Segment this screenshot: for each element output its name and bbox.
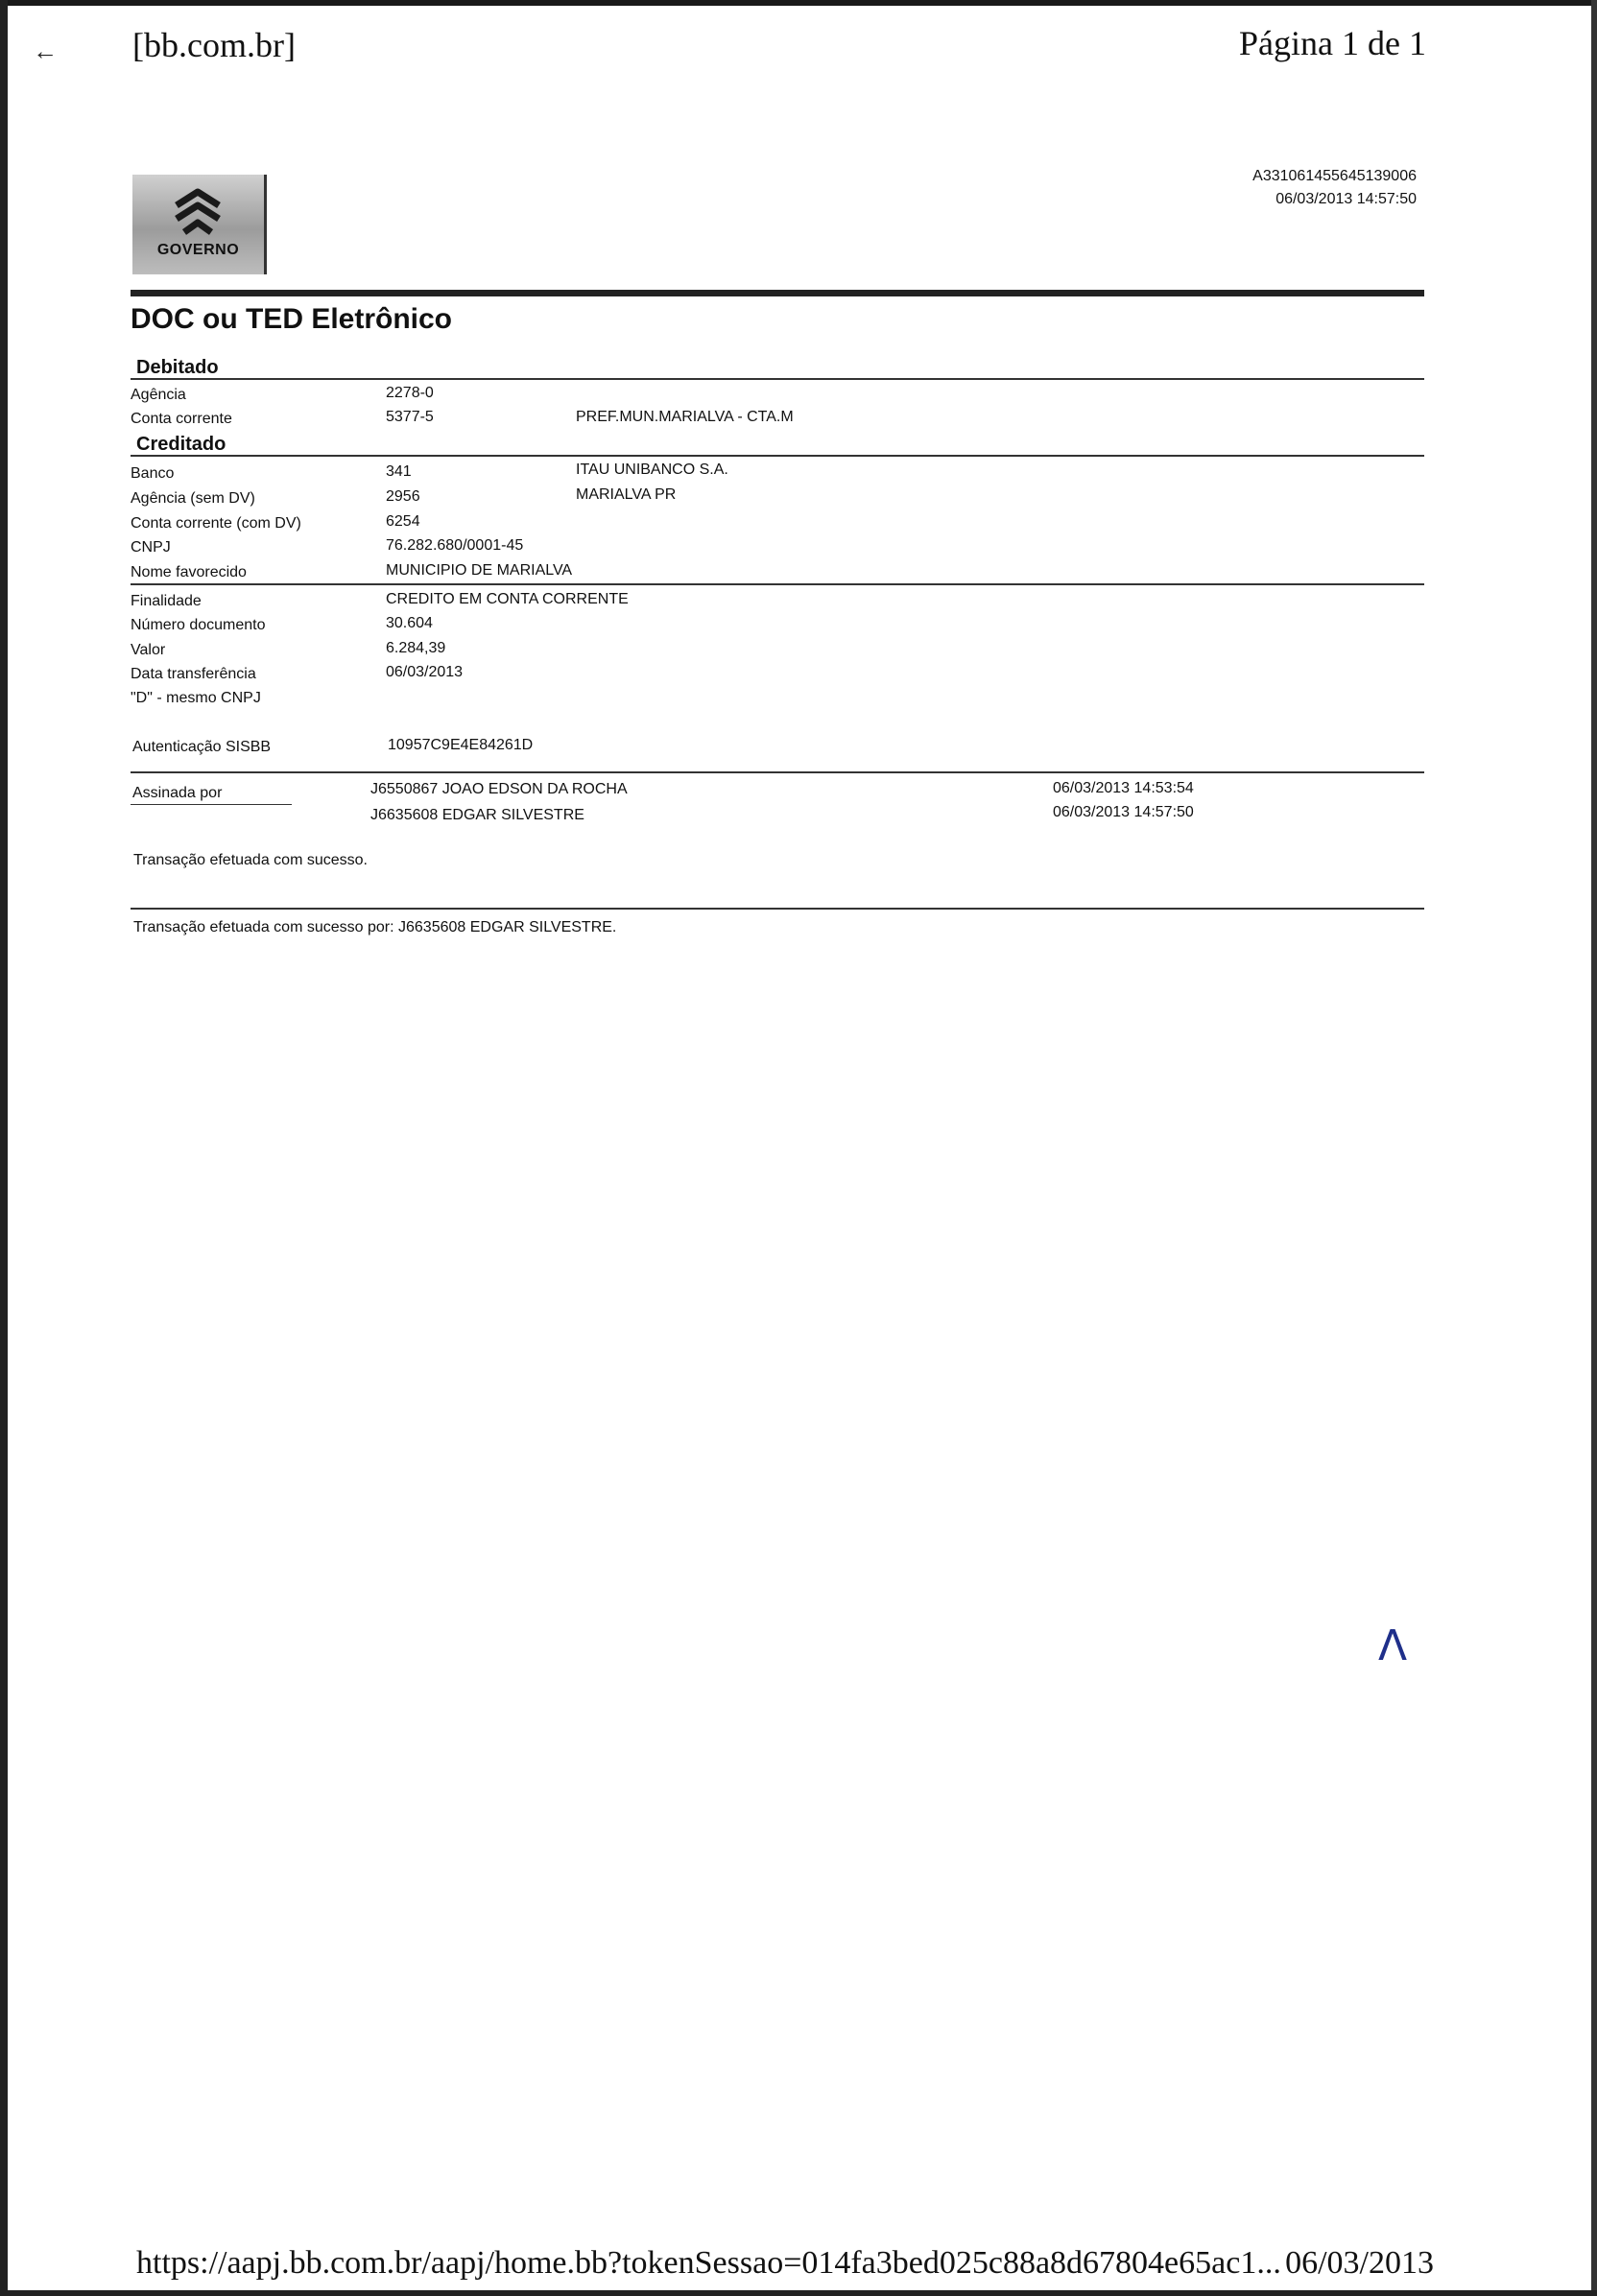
row-label: Conta corrente (com DV) [131,515,301,532]
auth-label: Autenticação SISBB [132,739,272,755]
scan-border-left [0,0,8,2296]
auth-value: 10957C9E4E84261D [388,737,534,753]
footer-url: https://aapj.bb.com.br/aapj/home.bb?tokenSessao=014fa3bed025c88a8d67804e65ac1... [136,2245,1281,2281]
final-status-message: Transação efetuada com sucesso por: J6635608 EDGAR SILVESTRE. [133,919,617,935]
row-extra: PREF.MUN.MARIALVA - CTA.M [576,409,794,425]
row-label: Nome favorecido [131,564,247,580]
page-title: DOC ou TED Eletrônico [131,303,453,335]
document-id [1252,165,1417,211]
signed-by-label: Assinada por [132,785,223,801]
scan-border-top [0,0,1597,6]
back-arrow-icon: ← [33,36,58,65]
document-timestamp: 06/03/2013 14:57:50 [1275,191,1417,207]
row-label: Data transferência [131,666,256,682]
row-label: Agência (sem DV) [131,490,255,507]
row-extra: ITAU UNIBANCO S.A. [576,462,728,478]
section-creditado-heading: Creditado [136,434,226,455]
row-label: Agência [131,387,186,403]
signer-name: J6550867 JOAO EDSON DA ROCHA [370,781,628,797]
divider [131,771,1424,773]
scan-border-bottom [0,2290,1597,2296]
bank-logo-icon [167,184,228,240]
document-code: A331061455645139006 [1252,168,1417,184]
logo-text: GOVERNO [156,242,240,258]
footer-date: 06/03/2013 [1285,2245,1434,2281]
row-value: 6254 [386,513,420,530]
signed-by-underline [131,804,292,805]
row-label: "D" - mesmo CNPJ [131,690,261,706]
row-value: 76.282.680/0001-45 [386,537,524,554]
row-value: CREDITO EM CONTA CORRENTE [386,591,629,607]
page-indicator: Página 1 de 1 [1239,24,1426,62]
row-label: Finalidade [131,593,202,609]
row-value: 5377-5 [386,409,434,425]
section-debitado-heading: Debitado [136,357,219,378]
row-value: MUNICIPIO DE MARIALVA [386,562,573,579]
header-divider [131,290,1424,296]
handwritten-mark: Λ [1378,1621,1408,1670]
row-label: Número documento [131,617,266,633]
signer-name: J6635608 EDGAR SILVESTRE [370,807,584,823]
divider [131,455,1424,457]
row-label: CNPJ [131,539,171,556]
status-message: Transação efetuada com sucesso. [133,852,368,868]
row-value: 30.604 [386,615,433,631]
row-value: 2278-0 [386,385,434,401]
row-value: 2956 [386,488,420,505]
divider [131,908,1424,910]
row-label: Conta corrente [131,411,232,427]
divider [131,583,1424,585]
divider [131,378,1424,380]
row-value: 341 [386,463,412,480]
signer-time: 06/03/2013 14:57:50 [1053,804,1194,820]
row-value: 6.284,39 [386,640,446,656]
browser-url-fragment: [bb.com.br] [132,26,296,64]
scan-border-right [1591,0,1597,2296]
signer-time: 06/03/2013 14:53:54 [1053,780,1194,796]
row-label: Banco [131,465,175,482]
row-value: 06/03/2013 [386,664,464,680]
row-label: Valor [131,642,166,658]
bank-logo [132,175,267,274]
row-extra: MARIALVA PR [576,486,677,503]
